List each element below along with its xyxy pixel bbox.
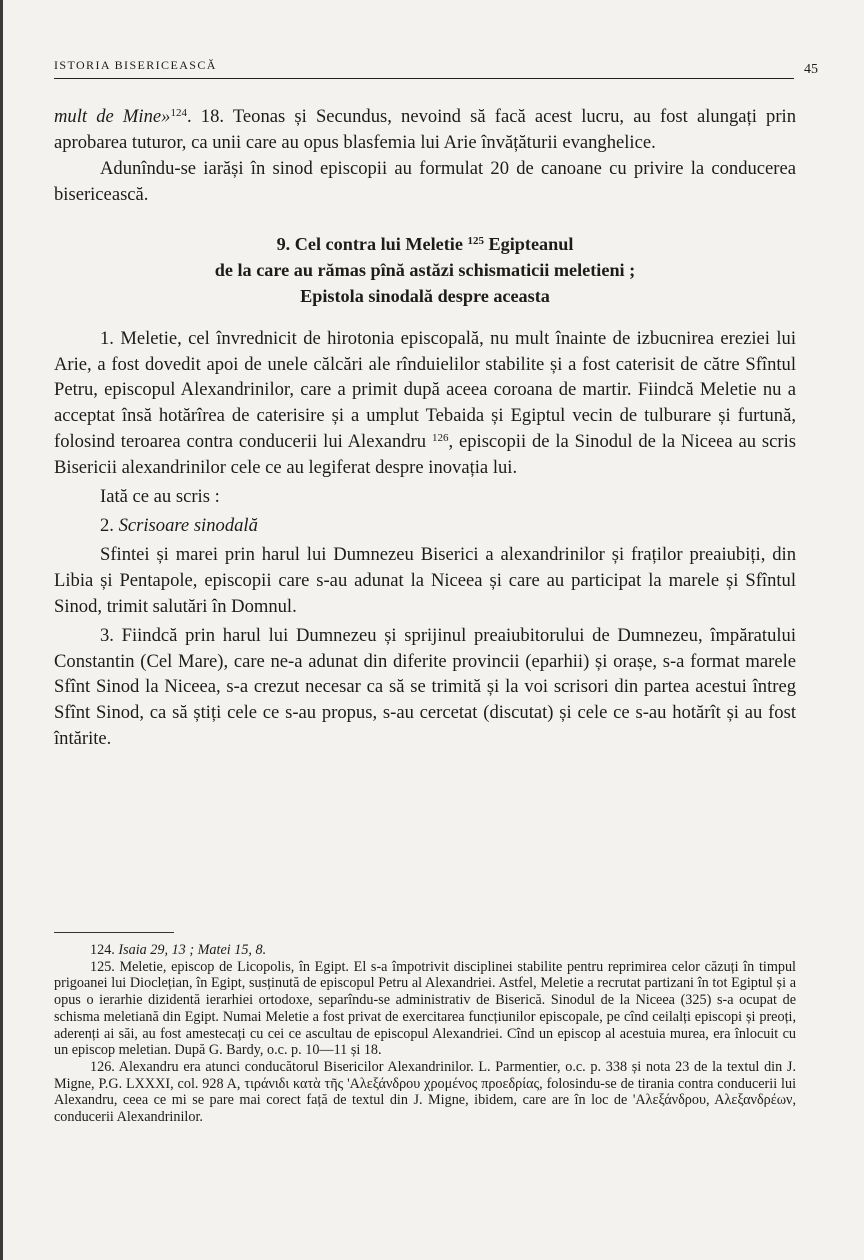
paragraph-1-end: , episcopii de la Sinodul de la Niceea au scris Bisericii alexandrinilor cele ce au legiferat despre inovația lui. bbox=[54, 431, 796, 479]
footnote-divider bbox=[54, 932, 174, 933]
footnote-126 bbox=[54, 1059, 796, 1126]
paragraph-continuation bbox=[54, 104, 796, 156]
letter-heading-number: 2. bbox=[100, 514, 119, 536]
running-header bbox=[54, 56, 818, 79]
paragraph-3-heading bbox=[54, 513, 796, 539]
paragraph-1 bbox=[54, 326, 796, 481]
paragraph-canons: Adunîndu-se iarăși în sinod episcopii au formulat 20 de canoane cu privire la conducerea bisericească. bbox=[54, 157, 796, 205]
section-heading bbox=[54, 231, 796, 309]
footnote-126-greek-1: τιράνιδι κατὰ τῆς 'Αλεξάνδρου χρομένος προεδρίας, bbox=[244, 1075, 543, 1092]
footnote-126-text-c: conducerii Alexandrinilor. bbox=[54, 1109, 203, 1126]
heading-line-3: Epistola sinodală despre aceasta bbox=[300, 285, 550, 306]
footnote-126-greek-2: 'Αλεξάνδρου, Αλεξανδρέων, bbox=[632, 1092, 796, 1109]
footnote-126-text-a: 126. Alexandru era atunci conducătorul Bisericilor Alexandrinilor. L. Parmentier, o.c. p. 338 și nota 23 de la textul din J. Migne, P.G. LXXXI, col. 928 A, bbox=[54, 1058, 796, 1092]
heading-line-2: de la care au rămas pînă astăzi schismaticii meletieni ; bbox=[214, 259, 636, 280]
running-title: ISTORIA BISERICEASCĂ bbox=[54, 58, 217, 72]
heading-title-end: Egipteanul bbox=[488, 233, 574, 254]
paragraph-1-text: 1. Meletie, cel învrednicit de hirotonia episcopală, nu mult înainte de izbucnirea ereziei lui Arie, a fost dovedit apoi de unele călcări ale rînduielilor stabilite și a fost caterisit de către Sfîntul Petru, episcopul Alexandrinilor, care a primit după aceea coroana de martir. Fiindcă Meletie nu a acceptat însă hotărîrea de caterisire și a umplut Tebaida și Egiptul vecin de tulburare și furtună, folosind teroarea contra conducerii lui Alexandru bbox=[54, 327, 796, 453]
quote-end: mult de Mine» bbox=[54, 106, 171, 127]
page-number: 45 bbox=[804, 62, 818, 77]
footnote-125: 125. Meletie, episcop de Licopolis, în Egipt. El s-a împotrivit disciplinei stabilite pentru reprimirea celor căzuți în timpul prigoanei lui Dioclețian, în Egipt, susținută de episcopul Petru al Alexandriei. Astfel, Meletie a recrutat partizani în tot Egiptul și a opus o ierarhie dizidentă ierarhiei ortodoxe, separîndu-se administrativ de Biserică. Sinodul de la Niceea (325) s-a ocupat de schisma meletiană din Egipt. Numai Meletie a fost privat de exercitarea funcțiunilor episcopale, pe cînd ceilalți episcopi și preoți, aderenți ai săi, au fost amestecați cu cei ce ascultau de episcopul Alexandriei. Cînd un episcop al acestuia murea, era înlocuit cu un episcop meletian. După G. Bardy, o.c. p. 10—11 și 18. bbox=[54, 958, 796, 1059]
footnotes bbox=[54, 942, 796, 1126]
footnote-ref-124: 124 bbox=[170, 107, 187, 119]
continuation-text: . 18. Teonas și Secundus, nevoind să facă acest lucru, au fost alungați prin aprobarea tuturor, ca unii care au opus blasfemia lui Arie învățăturii evanghelice. bbox=[54, 106, 797, 153]
heading-title: 9. Cel contra lui Meletie bbox=[276, 233, 463, 254]
footnote-ref-125: 125 bbox=[467, 234, 484, 247]
footnote-124 bbox=[54, 942, 796, 959]
main-text bbox=[54, 104, 796, 752]
letter-heading bbox=[100, 515, 258, 536]
paragraph-4: Sfintei și marei prin harul lui Dumnezeu Biserici a alexandrinilor și fraților preaiubiți, din Libia și Pentapole, episcopii care s-au adunat la Niceea și care au participat la marele și Sfîntul Sinod, trimit salutări în Domnul. bbox=[54, 543, 796, 617]
footnote-124-number: 124. bbox=[90, 942, 119, 958]
page-binding-edge bbox=[0, 0, 3, 1260]
paragraph-5: 3. Fiindcă prin harul lui Dumnezeu și sprijinul preaiubitorului de Dumnezeu, împăratului Constantin (Cel Mare), care ne-a adunat din diferite provincii (eparhii) și orașe, s-a format marele Sfînt Sinod la Niceea, s-a crezut necesar ca să se trimită și la voi scrisori din partea acestui întreg Sfînt Sinod, ca să știți cele ce s-au propus, s-au cercetat (discutat) și cele ce s-au hotărît și au fost întărite. bbox=[54, 624, 796, 750]
paragraph-2: Iată ce au scris : bbox=[100, 486, 220, 508]
footnote-ref-126: 126 bbox=[431, 432, 449, 445]
heading-line-1 bbox=[54, 231, 796, 257]
footnote-126-text-b: folosindu-se de tirania contra conducerii lui Alexandru, ceea ce mi se pare mai corect față de textul din J. Migne, ibidem, care are în loc de bbox=[54, 1075, 797, 1109]
footnote-124-citation: Isaia 29, 13 ; Matei 15, 8. bbox=[118, 942, 267, 958]
letter-heading-title: Scrisoare sinodală bbox=[118, 514, 258, 536]
